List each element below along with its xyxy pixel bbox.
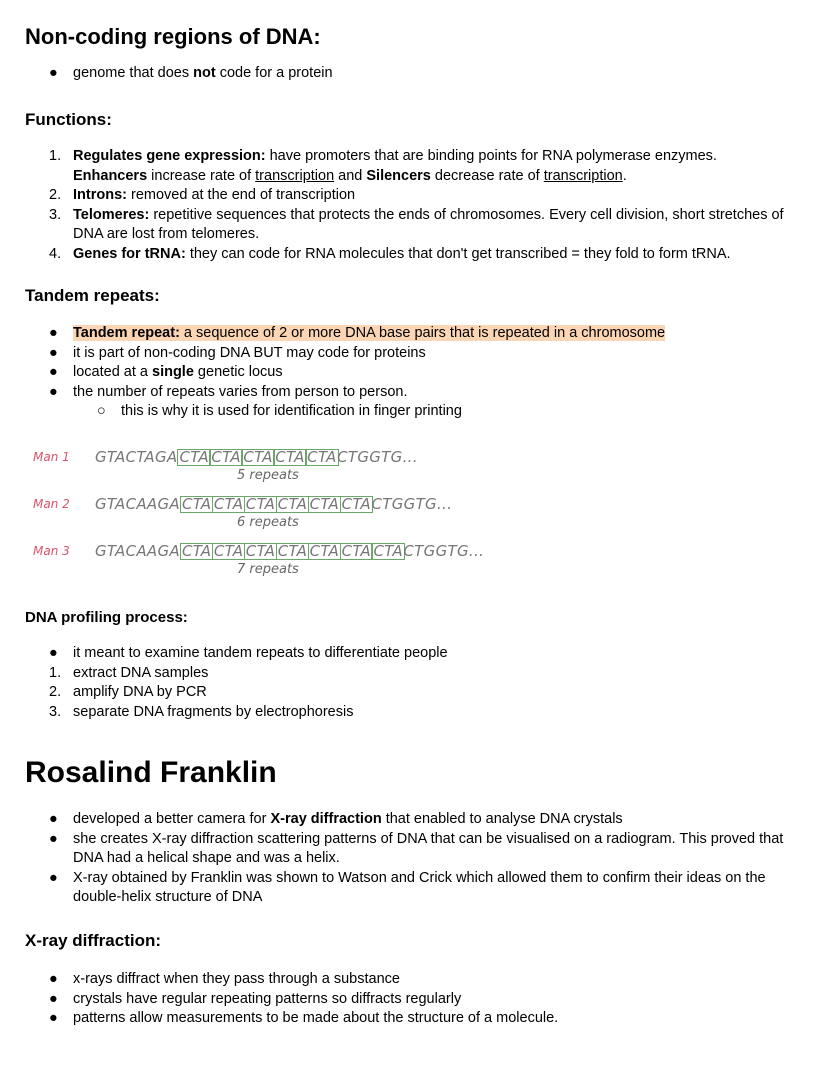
list-item: [25, 810, 808, 830]
text-bold: Tandem repeat:: [73, 325, 180, 341]
section-functions: [25, 110, 808, 265]
text: patterns allow measurements to be made about the structure of a molecule.: [73, 1010, 559, 1027]
repeat-unit-box: CTA: [181, 542, 212, 560]
repeat-unit-box: CTA: [211, 448, 241, 466]
diagram-row-label: Man 3: [33, 544, 70, 558]
dna-sequence: [95, 495, 452, 513]
sequence-suffix: CTGGTG...: [337, 448, 418, 466]
text: it is part of non-coding DNA BUT may code for proteins: [73, 344, 426, 361]
text: x-rays diffract when they pass through a substance: [73, 971, 400, 987]
text: it meant to examine tandem repeats to differentiate people: [73, 645, 448, 661]
text-bold: Telomeres:: [73, 206, 150, 223]
repeat-unit-box: CTA: [277, 495, 308, 513]
bullet-icon: ●: [49, 364, 58, 381]
text: developed a better camera for: [73, 811, 271, 827]
list-item: [25, 869, 808, 908]
text-bold: Introns:: [73, 187, 127, 204]
text-bold: not: [193, 65, 216, 81]
list-item: [25, 664, 808, 684]
bullet-icon: ●: [49, 971, 58, 987]
section-tandem: [25, 286, 808, 422]
repeat-count-caption: 7 repeats: [237, 562, 299, 577]
heading-xray: X-ray diffraction:: [25, 931, 162, 950]
heading-franklin: Rosalind Franklin: [25, 756, 277, 789]
repeat-unit-box: CTA: [213, 542, 244, 560]
sequence-suffix: CTGGTG...: [371, 495, 453, 513]
text-bold: Genes for tRNA:: [73, 245, 186, 262]
list-number: 1.: [49, 148, 62, 164]
sequence-prefix: GTACTAGA: [95, 448, 178, 466]
text: genome that does: [73, 65, 194, 81]
text: have promoters that are binding points for RNA polymerase enzymes.: [265, 148, 717, 164]
section-profiling: [25, 609, 808, 722]
list-item: [25, 363, 808, 383]
list-item: [25, 64, 808, 84]
list-item: [25, 683, 808, 703]
text: X-ray obtained by Franklin was shown to Watson and Crick which allowed them to confirm their ideas on the double-helix structure of DNA: [73, 869, 766, 906]
text: extract DNA samples: [73, 664, 209, 681]
list-item: [25, 703, 808, 723]
list-item: [25, 206, 808, 245]
list-item: [25, 644, 808, 664]
text: that enabled to analyse DNA crystals: [381, 811, 623, 827]
repeat-count-caption: 5 repeats: [237, 468, 299, 483]
text: she creates X-ray diffraction scattering patterns of DNA that can be visualised on a radiogram. This proved that DNA had a helical shape and was a helix.: [73, 830, 784, 867]
list-item: [25, 344, 808, 364]
list-number: 1.: [49, 664, 62, 681]
repeat-unit-box: CTA: [275, 448, 305, 466]
repeat-unit-box: CTA: [245, 542, 276, 560]
heading-noncoding: Non-coding regions of DNA:: [25, 24, 321, 49]
list-number: 2.: [49, 684, 62, 701]
text: genetic locus: [193, 364, 283, 381]
heading-functions: Functions:: [25, 110, 112, 129]
text-underline: transcription: [255, 167, 335, 184]
section-noncoding: [25, 24, 808, 84]
text: amplify DNA by PCR: [73, 684, 207, 701]
bullet-icon: ●: [49, 830, 58, 847]
repeat-unit-box: CTA: [243, 448, 273, 466]
sequence-suffix: CTGGTG...: [403, 542, 485, 560]
list-item: [25, 186, 808, 206]
text: removed at the end of transcription: [126, 187, 356, 204]
list-item: [25, 383, 808, 403]
section-xray: [25, 931, 808, 1029]
text: and: [334, 167, 367, 184]
list-item: [25, 245, 808, 265]
list-number: 4.: [49, 245, 62, 262]
text-bold: Regulates gene expression:: [73, 148, 266, 164]
list-item: [25, 147, 808, 186]
text: a sequence of 2 or more DNA base pairs that is repeated in a chromosome: [179, 325, 666, 341]
text-bold: Silencers: [366, 167, 431, 184]
list-number: 3.: [49, 206, 62, 223]
bullet-icon: ●: [49, 645, 58, 661]
list-number: 2.: [49, 187, 62, 204]
text: they can code for RNA molecules that don't get transcribed = they fold to form tRNA.: [185, 245, 731, 262]
text-bold: Enhancers: [73, 167, 148, 184]
repeat-unit-box: CTA: [373, 542, 403, 560]
repeat-unit-box: CTA: [309, 542, 340, 560]
heading-profiling: DNA profiling process:: [25, 609, 188, 626]
repeat-unit-box: CTA: [179, 448, 209, 466]
repeat-unit-box: CTA: [213, 495, 244, 513]
bullet-icon: ●: [49, 811, 58, 827]
repeat-unit-box: CTA: [181, 495, 212, 513]
text: separate DNA fragments by electrophoresis: [73, 703, 354, 720]
list-item: [25, 990, 808, 1010]
bullet-icon: ●: [49, 869, 58, 886]
bullet-icon: ●: [49, 1010, 58, 1027]
dna-sequence: [95, 542, 484, 560]
bullet-icon: ●: [49, 325, 58, 341]
dna-sequence: [95, 448, 418, 466]
text-bold: single: [152, 364, 194, 381]
bullet-icon: ●: [49, 383, 58, 400]
text: crystals have regular repeating patterns so diffracts regularly: [73, 990, 462, 1007]
text-bold: X-ray diffraction: [270, 811, 382, 827]
list-item: [25, 324, 808, 344]
bullet-icon: ●: [49, 990, 58, 1007]
repeat-unit-box: CTA: [245, 495, 276, 513]
list-number: 3.: [49, 703, 62, 720]
text: this is why it is used for identification in finger printing: [121, 403, 462, 420]
diagram-row-label: Man 1: [33, 450, 70, 464]
text: decrease rate of: [430, 167, 544, 184]
list-item: [25, 970, 808, 990]
list-item: [25, 402, 808, 422]
list-item: [25, 830, 808, 869]
highlighted-text: [73, 325, 665, 341]
bullet-icon: ●: [49, 65, 58, 81]
text: located at a: [73, 364, 152, 381]
heading-tandem: Tandem repeats:: [25, 286, 160, 305]
repeat-unit-box: CTA: [341, 542, 371, 560]
text: .: [622, 167, 627, 184]
sequence-prefix: GTACAAGA: [95, 542, 180, 560]
repeat-unit-box: CTA: [307, 448, 337, 466]
sequence-prefix: GTACAAGA: [95, 495, 180, 513]
text: repetitive sequences that protects the ends of chromosomes. Every cell division, short stretches of DNA are lost from telomeres.: [73, 206, 784, 243]
diagram-row-label: Man 2: [33, 497, 70, 511]
text-underline: transcription: [543, 167, 623, 184]
repeat-unit-box: CTA: [277, 542, 308, 560]
repeat-unit-box: CTA: [309, 495, 340, 513]
section-franklin: [25, 756, 808, 908]
repeat-unit-box: CTA: [341, 495, 371, 513]
repeat-count-caption: 6 repeats: [237, 515, 299, 530]
bullet-icon: ●: [49, 344, 58, 361]
list-item: [25, 1009, 808, 1029]
text: the number of repeats varies from person to person.: [73, 383, 408, 400]
text: increase rate of: [147, 167, 256, 184]
text: code for a protein: [215, 65, 333, 81]
circle-bullet-icon: ○: [97, 403, 106, 420]
